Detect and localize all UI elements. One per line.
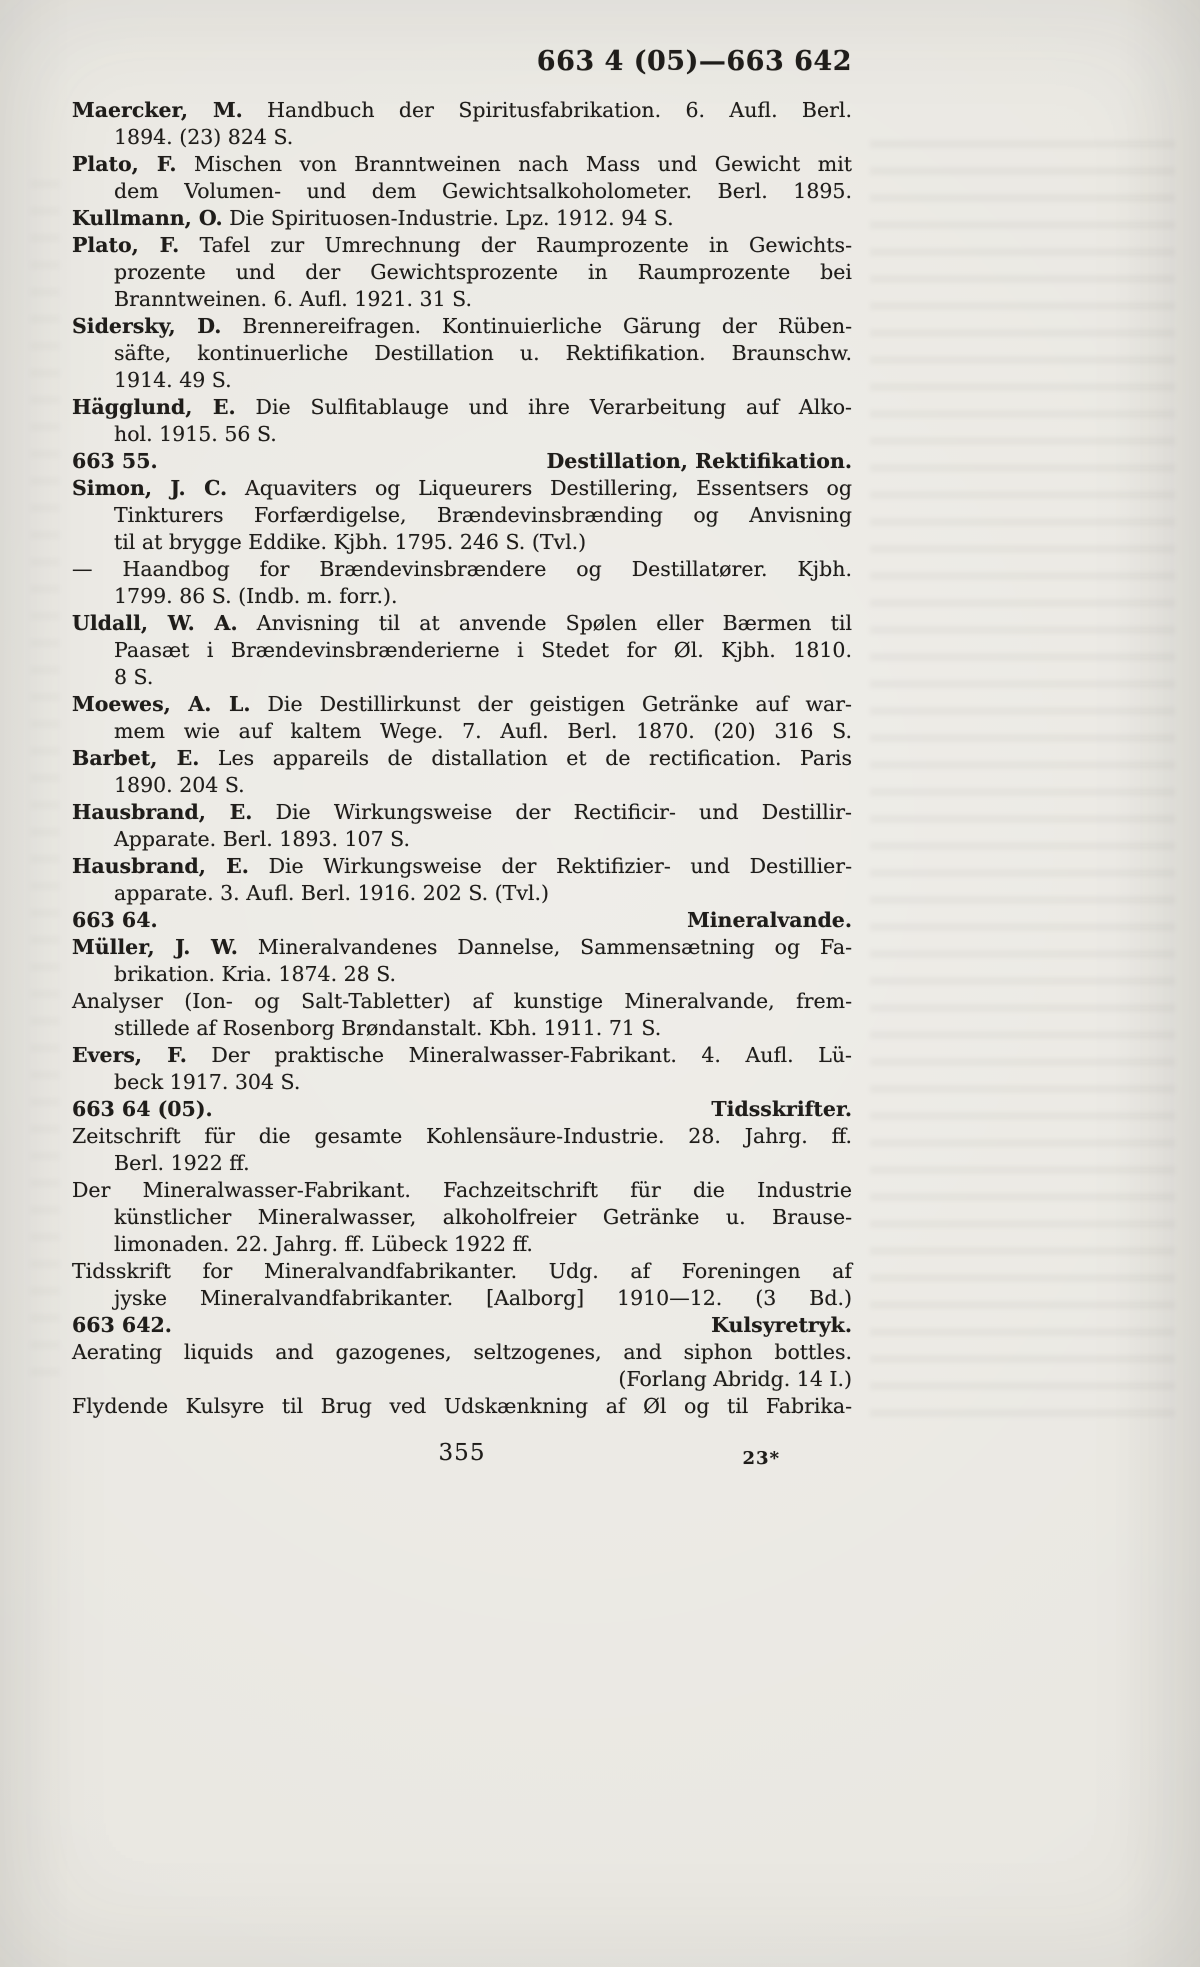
entry-line: Barbet, E. Les appareils de distallation et de rectification. Paris (72, 746, 852, 770)
entry-line: 1914. 49 S. (114, 368, 232, 392)
entry-line: Simon, J. C. Aquaviters og Liqueurers Destillering, Essentsers og (72, 476, 852, 500)
entry-line: 1890. 204 S. (114, 773, 245, 797)
bibliography-entry (72, 1393, 852, 1420)
entry-line: Maercker, M. Handbuch der Spiritusfabrikation. 6. Aufl. Berl. (72, 98, 852, 122)
entry-author: Hausbrand, E. (72, 800, 253, 824)
bibliography-entry (72, 232, 852, 313)
section-title: Tidsskrifter. (711, 1097, 852, 1121)
entry-author: Plato, F. (72, 233, 180, 257)
bibliography-entry (72, 1339, 852, 1393)
section-number: 663 64 (05). (72, 1097, 213, 1121)
section-heading (72, 448, 852, 475)
entry-line: limonaden. 22. Jahrg. ff. Lübeck 1922 ff. (114, 1232, 533, 1256)
entry-line: jyske Mineralvandfabrikanter. [Aalborg] 1910—12. (3 Bd.) (114, 1286, 852, 1310)
entry-line: Hägglund, E. Die Sulfitablauge und ihre Verarbeitung auf Alko- (72, 395, 852, 419)
entry-line: stillede af Rosenborg Brøndanstalt. Kbh. 1911. 71 S. (114, 1016, 662, 1040)
reverse-side-show-through (870, 140, 1175, 1420)
entry-line: beck 1917. 304 S. (114, 1070, 301, 1094)
entry-author: Simon, J. C. (72, 476, 228, 500)
entry-line: prozente und der Gewichtsprozente in Raumprozente bei (114, 260, 852, 284)
bibliography-entry (72, 853, 852, 907)
page-number: 355 (438, 1440, 486, 1466)
entry-line: Zeitschrift für die gesamte Kohlensäure-Industrie. 28. Jahrg. ff. (72, 1124, 852, 1148)
bibliography-entry (72, 691, 852, 745)
entry-line: 1799. 86 S. (Indb. m. forr.). (114, 584, 398, 608)
entry-line: Sidersky, D. Brennereifragen. Kontinuierliche Gärung der Rüben- (72, 314, 852, 338)
entry-line: Hausbrand, E. Die Wirkungsweise der Rectificir- und Destillir- (72, 800, 852, 824)
entry-line: künstlicher Mineralwasser, alkoholfreier Getränke u. Brause- (114, 1205, 852, 1229)
entry-line: til at brygge Eddike. Kjbh. 1795. 246 S. (Tvl.) (114, 530, 587, 554)
entry-line: (Forlang Abridg. 14 I.) (618, 1367, 852, 1391)
entry-author: Hausbrand, E. (72, 854, 249, 878)
bibliography-entry (72, 934, 852, 988)
entry-line: Müller, J. W. Mineralvandenes Dannelse, Sammensætning og Fa- (72, 935, 852, 959)
entry-line: Aerating liquids and gazogenes, seltzogenes, and siphon bottles. (72, 1340, 852, 1364)
running-head-catalog-range: 663 4 (05)—663 642 (536, 46, 852, 77)
entry-line: Plato, F. Mischen von Branntweinen nach Mass und Gewicht mit (72, 152, 852, 176)
entry-line: 1894. (23) 824 S. (114, 125, 294, 149)
bibliography-entry (72, 610, 852, 691)
section-title: Kulsyretryk. (711, 1313, 852, 1337)
bibliography-entry (72, 394, 852, 448)
entry-line: Plato, F. Tafel zur Umrechnung der Raumprozente in Gewichts- (72, 233, 852, 257)
section-heading (72, 1096, 852, 1123)
section-heading (72, 907, 852, 934)
bibliography-entry (72, 799, 852, 853)
entry-line: Uldall, W. A. Anvisning til at anvende Spølen eller Bærmen til (72, 611, 853, 635)
entry-author: Plato, F. (72, 152, 177, 176)
entry-author: Moewes, A. L. (72, 692, 251, 716)
bibliography-entry (72, 988, 852, 1042)
signature-mark: 23* (742, 1448, 780, 1469)
entry-line: Evers, F. Der praktische Mineralwasser-Fabrikant. 4. Aufl. Lü- (72, 1043, 852, 1067)
entry-author: Kullmann, O. (72, 206, 223, 230)
entry-line: Tidsskrift for Mineralvandfabrikanter. Udg. af Foreningen af (72, 1259, 852, 1283)
entry-author: Hägglund, E. (72, 395, 236, 419)
entry-line: Kullmann, O. Die Spirituosen-Industrie. Lpz. 1912. 94 S. (72, 206, 674, 230)
section-heading (72, 1312, 852, 1339)
entry-line: — Haandbog for Brændevinsbrændere og Destillatører. Kjbh. (72, 557, 852, 581)
entry-line: Der Mineralwasser-Fabrikant. Fachzeitschrift für die Industrie (72, 1178, 852, 1202)
entry-author: Barbet, E. (72, 746, 200, 770)
entry-author: Uldall, W. A. (72, 611, 238, 635)
entry-author: Sidersky, D. (72, 314, 222, 338)
entry-line: Hausbrand, E. Die Wirkungsweise der Rektifizier- und Destillier- (72, 854, 852, 878)
entry-author: Müller, J. W. (72, 935, 238, 959)
bibliography-entry (72, 1177, 852, 1258)
bibliography-entry (72, 1042, 852, 1096)
bibliography (72, 97, 852, 1420)
entry-line: Flydende Kulsyre til Brug ved Udskænkning af Øl og til Fabrika- (72, 1394, 852, 1418)
entry-line: Analyser (Ion- og Salt-Tabletter) af kunstige Mineralvande, frem- (72, 989, 852, 1013)
bibliography-entry (72, 475, 852, 556)
entry-line: 8 S. (114, 665, 154, 689)
bibliography-entry (72, 1258, 852, 1312)
section-title: Mineralvande. (687, 908, 852, 932)
section-number: 663 64. (72, 908, 158, 932)
entry-line: apparate. 3. Aufl. Berl. 1916. 202 S. (Tvl.) (114, 881, 550, 905)
entry-line: Moewes, A. L. Die Destillirkunst der geistigen Getränke auf war- (72, 692, 852, 716)
entry-line: brikation. Kria. 1874. 28 S. (114, 962, 397, 986)
bibliography-entry (72, 745, 852, 799)
section-title: Destillation, Rektifikation. (546, 449, 852, 473)
entry-line: Berl. 1922 ff. (114, 1151, 250, 1175)
entry-author: Evers, F. (72, 1043, 187, 1067)
entry-line: Apparate. Berl. 1893. 107 S. (114, 827, 410, 851)
reverse-side-show-through-left (30, 180, 60, 1380)
entry-author: Maercker, M. (72, 98, 243, 122)
bibliography-entry (72, 1123, 852, 1177)
bibliography-entry (72, 97, 852, 151)
entry-line: hol. 1915. 56 S. (114, 422, 277, 446)
entry-line: Branntweinen. 6. Aufl. 1921. 31 S. (114, 287, 472, 311)
entry-line: mem wie auf kaltem Wege. 7. Aufl. Berl. 1870. (20) 316 S. (114, 719, 852, 743)
section-number: 663 642. (72, 1313, 172, 1337)
entry-line: Tinkturers Forfærdigelse, Brændevinsbrænding og Anvisning (114, 503, 852, 527)
section-number: 663 55. (72, 449, 158, 473)
bibliography-entry (72, 313, 852, 394)
bibliography-entry (72, 556, 852, 610)
entry-line: Paasæt i Brændevinsbrænderierne i Stedet for Øl. Kjbh. 1810. (114, 638, 852, 662)
entry-line: dem Volumen- und dem Gewichtsalkoholometer. Berl. 1895. (114, 179, 852, 203)
bibliography-entry (72, 151, 852, 205)
entry-line: säfte, kontinuerliche Destillation u. Rektifikation. Braunschw. (114, 341, 852, 365)
bibliography-entry (72, 205, 852, 232)
